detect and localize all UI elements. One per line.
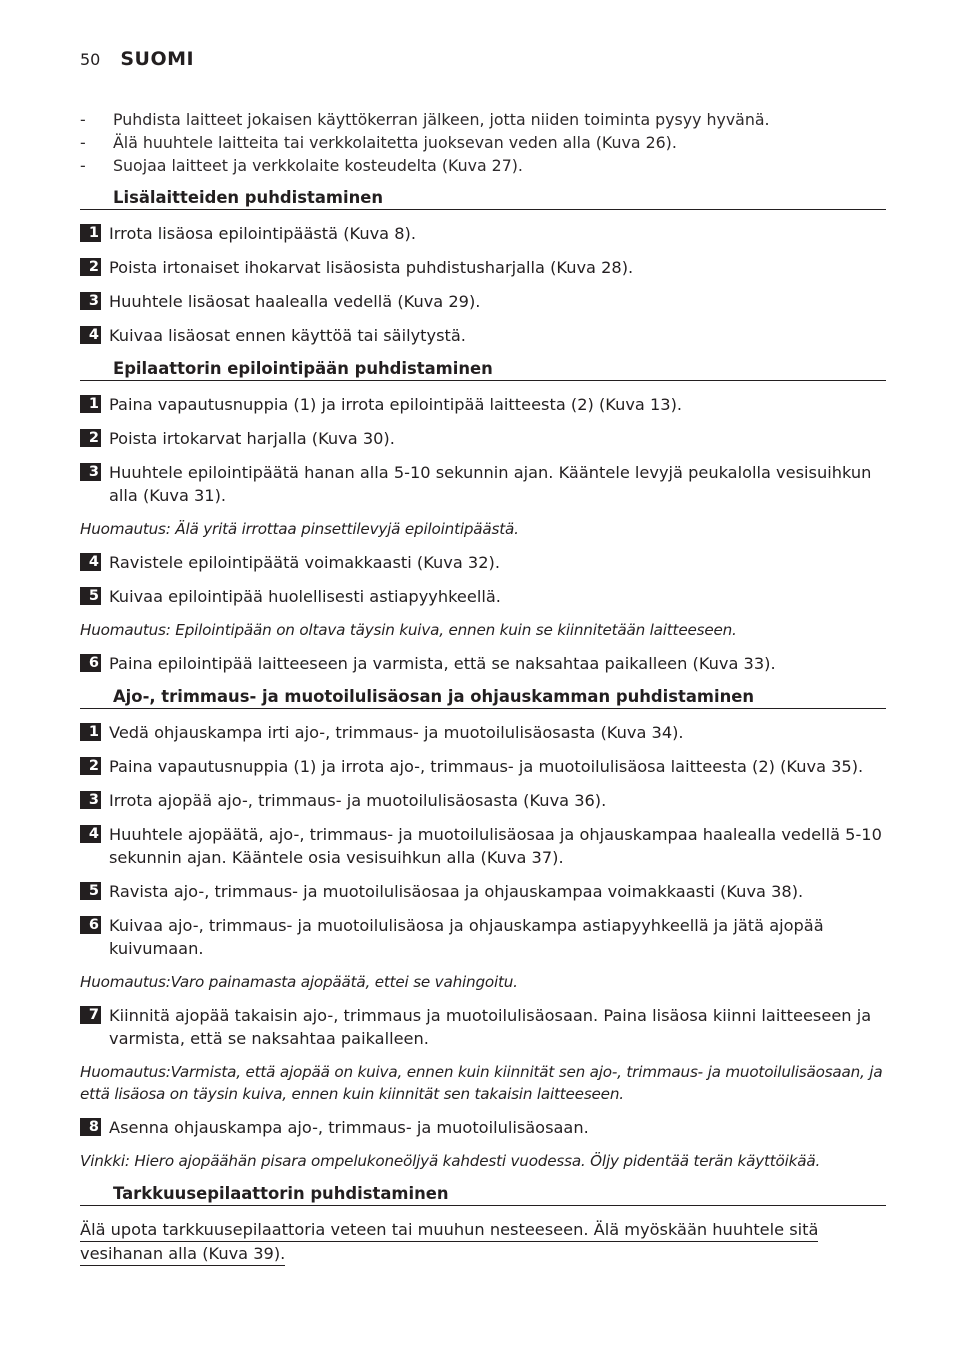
step [80,755,886,778]
page-language: SUOMI [120,48,195,70]
list-item: - Suojaa laitteet ja verkkolaite kosteudelta (Kuva 27). [80,156,523,175]
section-title-precision-epilator: Tarkkuusepilaattorin puhdistaminen [80,1183,886,1206]
step-text: Kuivaa lisäosat ennen käyttöä tai säilytystä. [109,326,466,345]
step [80,324,886,347]
warning [80,1218,825,1266]
step [80,427,886,450]
step-text: Irrota ajopää ajo-, trimmaus- ja muotoilulisäosasta (Kuva 36). [109,791,607,810]
section-title-shaving-head: Ajo-, trimmaus- ja muotoilulisäosan ja ohjauskamman puhdistaminen [80,686,886,709]
step [80,823,886,869]
step [80,789,886,812]
step-text: Ravista ajo-, trimmaus- ja muotoilulisäosaa ja ohjauskampaa voimakkaasti (Kuva 38). [109,882,804,901]
step [80,880,886,903]
step-number: 3 [80,791,101,809]
step-number: 5 [80,587,101,605]
step-number: 2 [80,429,101,447]
step-number: 6 [80,916,101,934]
step-text: Poista irtokarvat harjalla (Kuva 30). [109,429,395,448]
step [80,222,886,245]
step-text: Poista irtonaiset ihokarvat lisäosista puhdistusharjalla (Kuva 28). [109,258,634,277]
step-number: 1 [80,395,101,413]
warning-line: Älä upota tarkkuusepilaattoria veteen tai muuhun nesteeseen. Älä myöskään huuhtele sitä [80,1219,818,1242]
step [80,585,886,608]
step-text: Paina vapautusnuppia (1) ja irrota ajo-, trimmaus- ja muotoilulisäosa laitteesta (2) (Kuva 35). [109,757,864,776]
step-text: Vedä ohjauskampa irti ajo-, trimmaus- ja muotoilulisäosasta (Kuva 34). [109,723,684,742]
step-number: 4 [80,326,101,344]
step-number: 3 [80,292,101,310]
step [80,551,886,574]
step-text: Huuhtele ajopäätä, ajo-, trimmaus- ja muotoilulisäosaa ja ohjauskampaa haalealla vedellä 5-10 sekunnin ajan. Kääntele osia vesisuihkun alla (Kuva 37). [109,825,882,867]
step [80,1116,886,1139]
list-item: - Älä huuhtele laitteita tai verkkolaitetta juoksevan veden alla (Kuva 26). [80,133,677,152]
intro-bullet-list [80,108,886,177]
page-content [80,108,886,1266]
step [80,652,886,675]
step [80,393,886,416]
tip: Vinkki: Hiero ajopäähän pisara ompelukoneöljyä kahdesti vuodessa. Öljy pidentää terän käyttöikää. [80,1152,821,1170]
page-header [80,48,194,74]
note: Huomautus:Varo painamasta ajopäätä, ettei se vahingoitu. [80,973,518,991]
page-number: 50 [80,50,101,69]
step-number: 6 [80,654,101,672]
warning-line: vesihanan alla (Kuva 39). [80,1243,285,1266]
step-number: 4 [80,825,101,843]
step-text: Asenna ohjauskampa ajo-, trimmaus- ja muotoilulisäosaan. [109,1118,589,1137]
step [80,290,886,313]
step [80,914,886,960]
step-text: Kuivaa ajo-, trimmaus- ja muotoilulisäosa ja ohjauskampa astiapyyhkeellä ja jätä ajopää kuivumaan. [109,916,824,958]
step-text: Huuhtele epilointipäätä hanan alla 5-10 sekunnin ajan. Kääntele levyjä peukalolla vesisuihkun alla (Kuva 31). [109,463,872,505]
step [80,461,886,507]
step-text: Paina epilointipää laitteeseen ja varmista, että se naksahtaa paikalleen (Kuva 33). [109,654,776,673]
step-text: Kuivaa epilointipää huolellisesti astiapyyhkeellä. [109,587,501,606]
step-text: Huuhtele lisäosat haalealla vedellä (Kuva 29). [109,292,481,311]
step-number: 4 [80,553,101,571]
step-number: 8 [80,1118,101,1136]
note: Huomautus:Varmista, että ajopää on kuiva, ennen kuin kiinnität sen ajo-, trimmaus- ja muotoilulisäosaan, ja että lisäosa on täysin kuiva, ennen kuin kiinnität sen takaisin laitteeseen. [80,1063,883,1103]
section-title-epilating-head: Epilaattorin epilointipään puhdistaminen [80,358,886,381]
step-number: 3 [80,463,101,481]
step-number: 7 [80,1006,101,1024]
step-number: 1 [80,723,101,741]
step-number: 1 [80,224,101,242]
step [80,721,886,744]
step-text: Kiinnitä ajopää takaisin ajo-, trimmaus ja muotoilulisäosaan. Paina lisäosa kiinni laitteeseen ja varmista, että se naksahtaa paikalleen. [109,1006,872,1048]
note: Huomautus: Epilointipään on oltava täysin kuiva, ennen kuin se kiinnitetään laitteeseen. [80,621,737,639]
list-item: - Puhdista laitteet jokaisen käyttökerran jälkeen, jotta niiden toiminta pysyy hyvänä. [80,110,770,129]
step-number: 2 [80,258,101,276]
step-text: Paina vapautusnuppia (1) ja irrota epilointipää laitteesta (2) (Kuva 13). [109,395,683,414]
step [80,1004,886,1050]
step-text: Ravistele epilointipäätä voimakkaasti (Kuva 32). [109,553,500,572]
section-title-accessories: Lisälaitteiden puhdistaminen [80,187,886,210]
step [80,256,886,279]
step-number: 5 [80,882,101,900]
step-number: 2 [80,757,101,775]
step-text: Irrota lisäosa epilointipäästä (Kuva 8). [109,224,416,243]
note: Huomautus: Älä yritä irrottaa pinsettilevyjä epilointipäästä. [80,520,519,538]
